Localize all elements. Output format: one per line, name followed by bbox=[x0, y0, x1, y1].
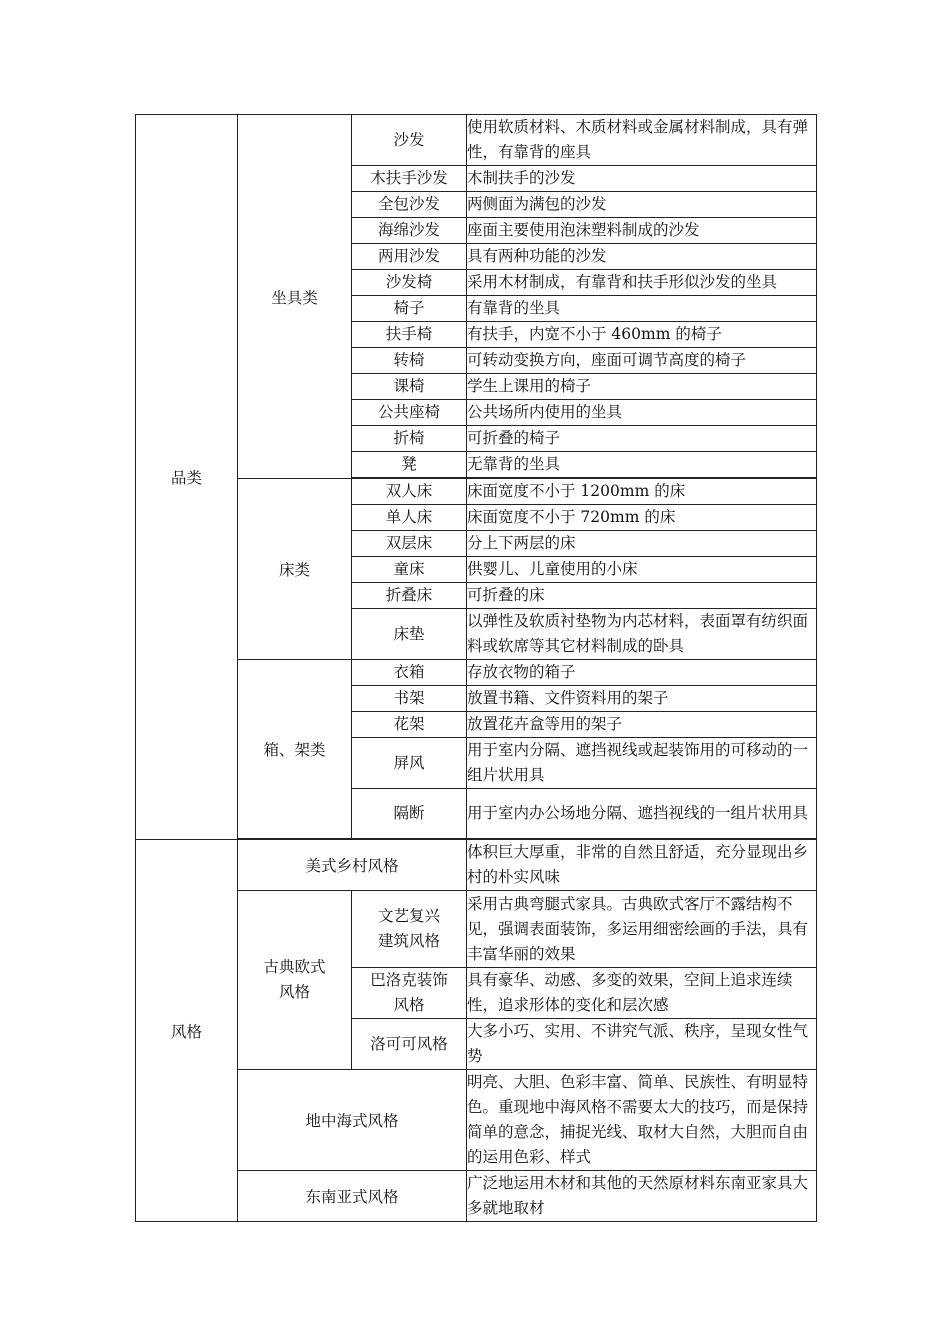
style-name-american: 美式乡村风格 bbox=[238, 840, 467, 891]
item-desc: 床面宽度不小于 1200mm 的床 bbox=[467, 479, 817, 505]
item-name: 单人床 bbox=[352, 505, 467, 531]
item-name: 衣箱 bbox=[352, 660, 467, 686]
item-desc: 学生上课用的椅子 bbox=[467, 374, 817, 400]
item-desc: 座面主要使用泡沫塑料制成的沙发 bbox=[467, 218, 817, 244]
item-name: 公共座椅 bbox=[352, 400, 467, 426]
item-name: 床垫 bbox=[352, 609, 467, 660]
table-row bbox=[136, 115, 817, 166]
item-name: 折椅 bbox=[352, 426, 467, 452]
item-desc: 用于室内分隔、遮挡视线或起装饰用的可移动的一组片状用具 bbox=[467, 738, 817, 789]
item-name: 童床 bbox=[352, 557, 467, 583]
item-name: 花架 bbox=[352, 712, 467, 738]
table-row bbox=[136, 891, 817, 968]
item-desc: 放置书籍、文件资料用的架子 bbox=[467, 686, 817, 712]
substyle-name: 洛可可风格 bbox=[352, 1019, 467, 1070]
table-row bbox=[136, 1171, 817, 1222]
table-row bbox=[136, 660, 817, 686]
item-desc: 具有两种功能的沙发 bbox=[467, 244, 817, 270]
table-row bbox=[136, 479, 817, 505]
item-desc: 可转动变换方向，座面可调节高度的椅子 bbox=[467, 348, 817, 374]
item-desc: 木制扶手的沙发 bbox=[467, 166, 817, 192]
item-name: 课椅 bbox=[352, 374, 467, 400]
item-desc: 以弹性及软质衬垫物为内芯材料，表面罩有纺织面料或软席等其它材料制成的卧具 bbox=[467, 609, 817, 660]
substyle-name-text: 文艺复兴建筑风格 bbox=[378, 907, 441, 950]
item-desc: 两侧面为满包的沙发 bbox=[467, 192, 817, 218]
item-name: 椅子 bbox=[352, 296, 467, 322]
table-row bbox=[136, 840, 817, 891]
item-desc: 可折叠的椅子 bbox=[467, 426, 817, 452]
item-desc: 无靠背的坐具 bbox=[467, 452, 817, 478]
item-desc: 用于室内办公场地分隔、遮挡视线的一组片状用具 bbox=[467, 789, 817, 839]
style-name-southeast-asian: 东南亚式风格 bbox=[238, 1171, 467, 1222]
group-label-cabinets: 箱、架类 bbox=[238, 660, 352, 839]
item-name: 木扶手沙发 bbox=[352, 166, 467, 192]
item-name: 海绵沙发 bbox=[352, 218, 467, 244]
item-name: 沙发 bbox=[352, 115, 467, 166]
item-desc: 床面宽度不小于 720mm 的床 bbox=[467, 505, 817, 531]
item-name: 书架 bbox=[352, 686, 467, 712]
style-desc: 广泛地运用木材和其他的天然原材料东南亚家具大多就地取材 bbox=[467, 1171, 817, 1222]
item-desc: 存放衣物的箱子 bbox=[467, 660, 817, 686]
item-name: 两用沙发 bbox=[352, 244, 467, 270]
style-name-classical bbox=[238, 891, 352, 1070]
style-name-mediterranean: 地中海式风格 bbox=[238, 1070, 467, 1171]
item-name: 沙发椅 bbox=[352, 270, 467, 296]
item-desc: 供婴儿、儿童使用的小床 bbox=[467, 557, 817, 583]
style-label: 风格 bbox=[136, 840, 238, 1222]
style-desc: 采用古典弯腿式家具。古典欧式客厅不露结构不见，强调表面装饰，多运用细密绘画的手法，具有丰富华丽的效果 bbox=[467, 891, 817, 968]
substyle-name-text: 巴洛克装饰风格 bbox=[370, 971, 448, 1014]
item-desc: 有靠背的坐具 bbox=[467, 296, 817, 322]
furniture-classification-table bbox=[135, 114, 817, 1222]
style-desc: 明亮、大胆、色彩丰富、简单、民族性、有明显特色。重现地中海风格不需要太大的技巧，而是保持简单的意念，捕捉光线、取材大自然，大胆而自由的运用色彩、样式 bbox=[467, 1070, 817, 1171]
style-desc: 体积巨大厚重，非常的自然且舒适，充分显现出乡村的朴实风味 bbox=[467, 840, 817, 891]
item-name: 扶手椅 bbox=[352, 322, 467, 348]
item-name: 隔断 bbox=[352, 789, 467, 839]
substyle-name bbox=[352, 891, 467, 968]
style-desc: 具有豪华、动感、多变的效果，空间上追求连续性，追求形体的变化和层次感 bbox=[467, 968, 817, 1019]
item-name: 双层床 bbox=[352, 531, 467, 557]
item-desc: 可折叠的床 bbox=[467, 583, 817, 609]
item-desc: 使用软质材料、木质材料或金属材料制成，具有弹性，有靠背的座具 bbox=[467, 115, 817, 166]
item-desc: 采用木材制成，有靠背和扶手形似沙发的坐具 bbox=[467, 270, 817, 296]
table-row bbox=[136, 1070, 817, 1171]
item-desc: 有扶手，内宽不小于 460mm 的椅子 bbox=[467, 322, 817, 348]
style-name-classical-text: 古典欧式风格 bbox=[263, 958, 326, 1001]
item-name: 转椅 bbox=[352, 348, 467, 374]
item-desc: 放置花卉盒等用的架子 bbox=[467, 712, 817, 738]
item-name: 全包沙发 bbox=[352, 192, 467, 218]
group-label-beds: 床类 bbox=[238, 479, 352, 660]
item-desc: 分上下两层的床 bbox=[467, 531, 817, 557]
substyle-name bbox=[352, 968, 467, 1019]
item-name: 双人床 bbox=[352, 479, 467, 505]
category-label: 品类 bbox=[136, 115, 238, 840]
item-name: 凳 bbox=[352, 452, 467, 478]
item-desc: 公共场所内使用的坐具 bbox=[467, 400, 817, 426]
item-name: 屏风 bbox=[352, 738, 467, 789]
group-label-seating: 坐具类 bbox=[238, 115, 352, 479]
style-desc: 大多小巧、实用、不讲究气派、秩序，呈现女性气势 bbox=[467, 1019, 817, 1070]
item-name: 折叠床 bbox=[352, 583, 467, 609]
